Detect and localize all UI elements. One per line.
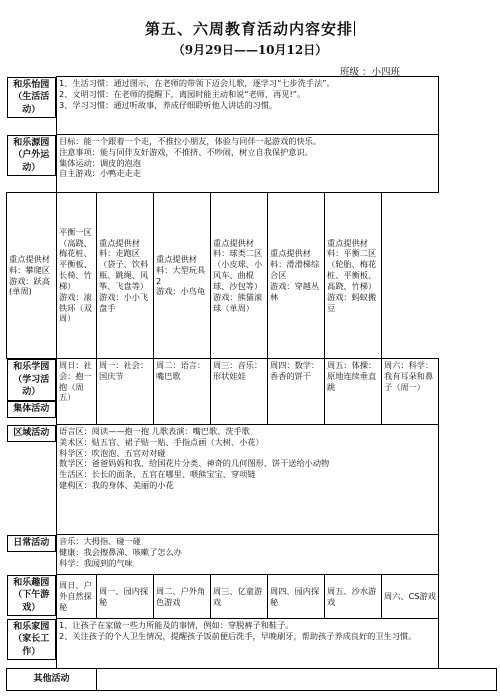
- afternoon-day: 周一、园内探秘: [97, 575, 154, 619]
- collective-day: 周三：音乐：形状娃娃: [211, 359, 268, 425]
- text-cursor: [354, 21, 355, 36]
- collective-day: 周日：社会：抱一抱（周五）: [57, 359, 97, 425]
- section-label-parents: 和乐家园 （家长工作）: [7, 619, 57, 661]
- afternoon-day: 周六、CS游戏: [382, 575, 439, 619]
- collective-day: 周六：科学：我有耳朵和鼻子（周一）: [382, 359, 439, 425]
- parents-line: 2、关注孩子的个人卫生情况，提醒孩子饭前便后洗手，早晚刷牙，帮助孩子养成良好的卫生习惯。: [59, 630, 417, 641]
- row-sport-areas: [7, 193, 497, 359]
- regional-line: 数学区：爸爸妈妈和我、给国花片分类、神奇的几何图形、饼干送给小动物: [59, 458, 330, 469]
- afternoon-day: 周四、园内探秘: [268, 575, 325, 619]
- sport-area-cell: 重点提供材料：平衡二区（轮胎、梅花桩、平衡板、高跷、竹梯） 游戏：蚂蚁搬豆: [325, 193, 382, 359]
- sport-area-cell: 重点提供材料：走跑区（袋子、饮料瓶、跳绳、风筝、飞盘等） 游戏：小小飞盘手: [97, 193, 154, 359]
- afternoon-day: 周日、户外自然探秘: [57, 575, 97, 619]
- sport-area-cell: 重点提供材料：滑滑梯综合区 游戏：穿越丛林: [268, 193, 325, 359]
- section-label-afternoon: 和乐趣园 （下午游戏）: [7, 575, 57, 617]
- collective-day: 周二：语言：嘴巴歌: [154, 359, 211, 425]
- sport-line: 集体运动：调皮的泡泡: [59, 157, 141, 168]
- row-sport-goals: [7, 135, 497, 193]
- daily-line: 音乐：大拇指、碰一碰: [59, 536, 141, 546]
- regional-line: 语言区：阅读——抱一抱 儿歌表演：嘴巴歌、洗手歌: [59, 426, 250, 436]
- row-daily: [7, 535, 497, 575]
- life-line: 3、学习习惯：通过听故事，养成仔细聆听他人讲话的习惯。: [59, 99, 278, 110]
- sport-area-cell: 重点提供材料：攀爬区 游戏：跃高(单周): [7, 193, 57, 359]
- section-label-other: 其他活动: [7, 669, 97, 691]
- parents-line: 1、让孩子在家做一些力所能及的事情，例如：穿脱裤子和鞋子。: [59, 620, 294, 630]
- regional-line: 美术区：贴五官、裙子贴一贴、手指点画（大树、小花）: [59, 436, 264, 447]
- regional-line: 生活区：长长的面条、五官在哪里、喂熊宝宝、穿项链: [59, 469, 256, 480]
- doc-subtitle: （9月29日——10月12日）: [172, 43, 328, 57]
- life-line: 2、文明习惯：在老师的提醒下，离园时能主动和说“老师，再见!”。: [59, 88, 306, 99]
- sub-label-daily: 日常活动: [7, 535, 57, 553]
- sport-line: 自主游戏：小鸭走走走: [59, 168, 141, 179]
- doc-title: 第五、六周教育活动内容安排: [144, 20, 353, 38]
- collective-day: 周五：体操：原地连续垂直跳: [325, 359, 382, 425]
- afternoon-day: 周三、亿童游戏: [211, 575, 268, 619]
- row-happy-garden: [7, 77, 497, 135]
- sport-goals-cell: [57, 135, 439, 193]
- parents-cell: [57, 619, 439, 669]
- row-other: [7, 669, 497, 691]
- sport-area-cell: 重点提供材料：球类二区（小皮球、小风车、曲棍球、沙包等） 游戏：熊猫滚球（单周）: [211, 193, 268, 359]
- afternoon-day: 周二、户外角色游戏: [154, 575, 211, 619]
- life-activities-cell: [57, 77, 439, 135]
- daily-line: 科学：我闻到的气味: [59, 557, 133, 568]
- class-label: 班级 ：小四班: [340, 67, 401, 78]
- schedule-table: [6, 76, 497, 691]
- sport-line: 目标：能一个跟着一个走，不推拉小朋友，体验与同伴一起游戏的快乐。: [59, 136, 322, 146]
- section-label-life: 和乐怡园 （生活活动）: [7, 77, 57, 119]
- daily-cell: [57, 535, 439, 575]
- row-collective: [7, 359, 497, 425]
- daily-line: 健康：我会擦鼻涕、咳嗽了怎么办: [59, 546, 182, 557]
- row-regional: [7, 425, 497, 535]
- section-label-sport: 和乐源园 （户外运动）: [7, 135, 57, 177]
- afternoon-day: 周五、沙水游戏: [325, 575, 382, 619]
- row-home-garden: [7, 619, 497, 669]
- sub-label-collective: 集体活动: [7, 401, 57, 419]
- row-fun-garden: [7, 575, 497, 619]
- regional-cell: [57, 425, 439, 535]
- life-line: 1、生活习惯：通过图示，在老师的带领下迈会儿歌，逐学习“七步洗手法”。: [59, 78, 335, 88]
- section-label-learning: 和乐学园 （学习活动）: [7, 359, 57, 401]
- sport-area-cell: 重点提供材料：大型玩具2 游戏：小鸟龟: [154, 193, 211, 359]
- regional-line: 科学区：吹泡泡、五官对对碰: [59, 447, 166, 458]
- collective-day: 周一：社会：国庆节: [97, 359, 154, 425]
- sport-area-cell: 平衡一区（高跷、梅花桩、平衡板、长椅、竹梯） 游戏：滚铁环（双周）: [57, 193, 97, 359]
- sport-line: 注意事项：能与同伴友好游戏，不推挤、不吵闹，树立自我保护意识。: [59, 146, 313, 157]
- sub-label-regional: 区域活动: [7, 425, 57, 443]
- other-cell: [97, 669, 497, 691]
- collective-day: 周四：数学：香香的饼干: [268, 359, 325, 425]
- regional-line: 建构区：我的身体、美丽的小花: [59, 480, 174, 491]
